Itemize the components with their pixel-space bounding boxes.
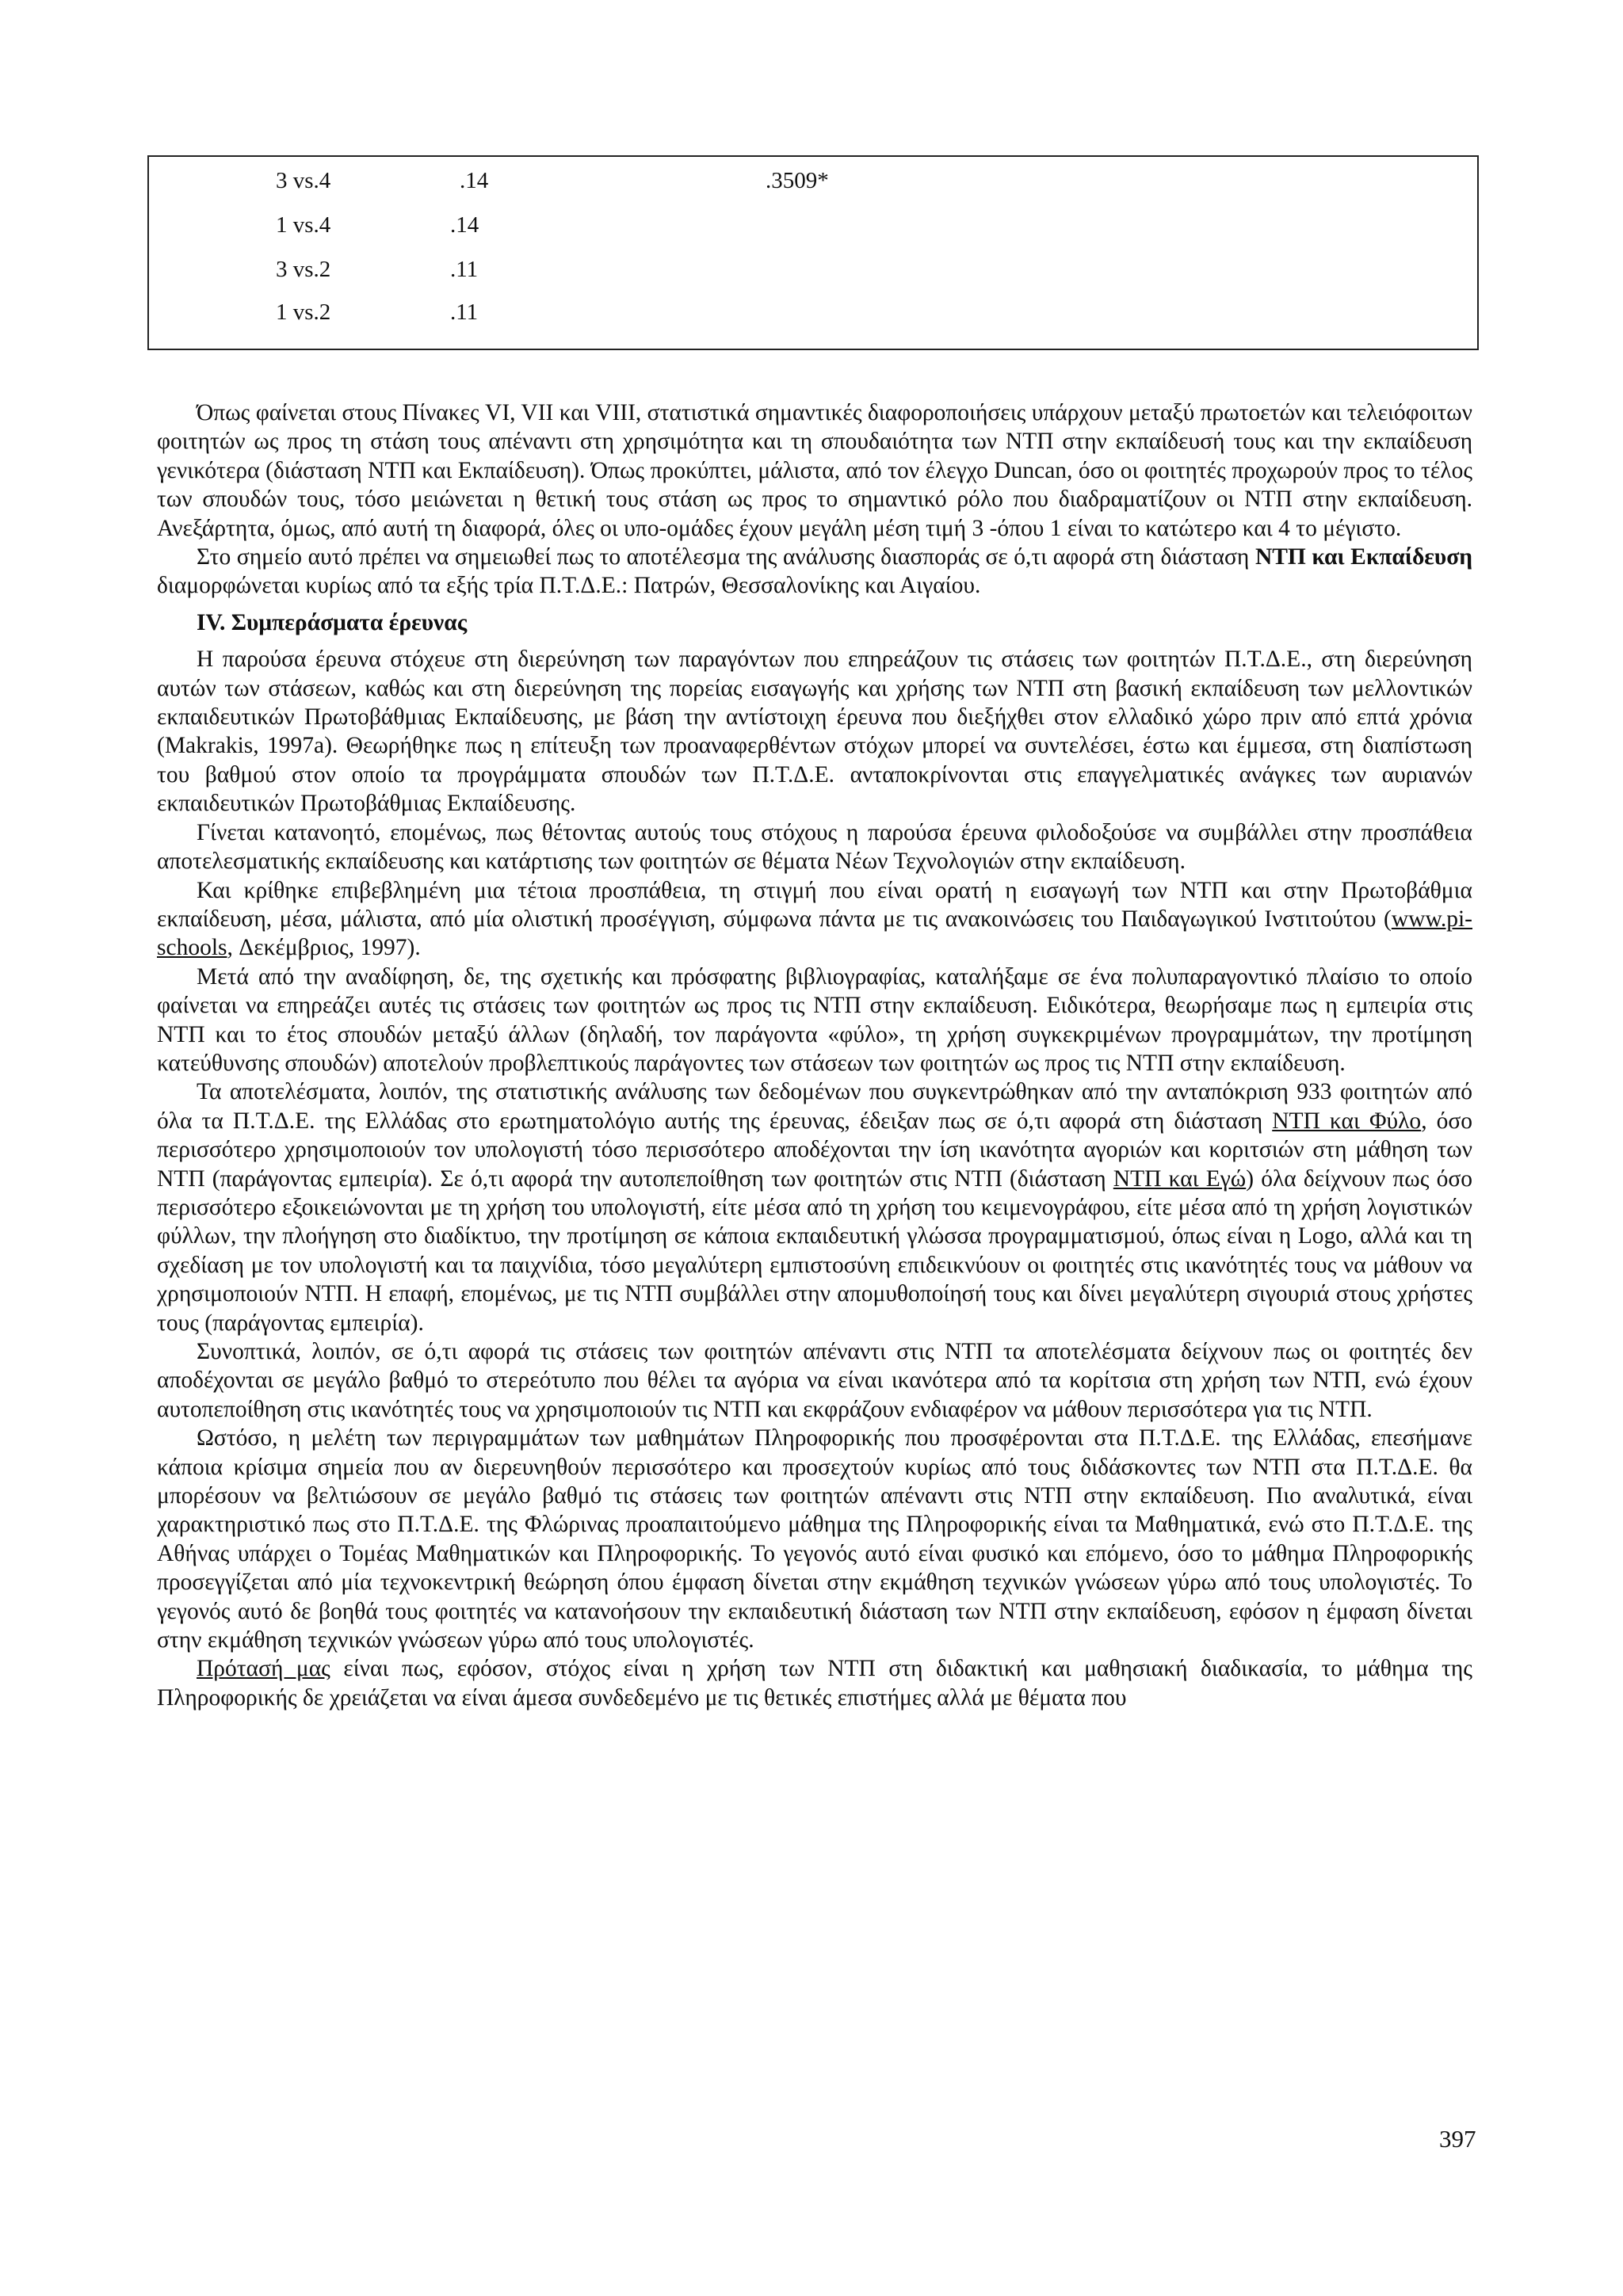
section-heading: IV. Συμπεράσματα έρευνας <box>197 609 468 635</box>
results-table-box <box>147 155 1479 350</box>
paragraph: Πρότασή μας είναι πως, εφόσον, στόχος είναι η χρήση των ΝΤΠ στη διδακτική και μαθησιακή διαδικασία, το μάθημα της Πληροφορικής δε χρειάζεται να είναι άμεσα συνδεδεμένο με τις θετικές επιστήμες αλλά με θέματα που <box>157 1656 1472 1711</box>
value-cell: .11 <box>450 299 479 325</box>
page-number: 397 <box>1439 2125 1476 2153</box>
paragraph: Η παρούσα έρευνα στόχευε στη διερεύνηση των παραγόντων που επηρεάζουν τις στάσεις των φοιτητών Π.Τ.Δ.Ε., στη διερεύνηση αυτών των στάσεων, καθώς και στη διερεύνηση της πορείας εισαγωγής και χρήσης των ΝΤΠ στη βασική εκπαίδευση των μελλοντικών εκπαιδευτικών Πρωτοβάθμιας Εκπαίδευσης, με βάση την αντίστοιχη έρευνα που διεξήχθει στον ελλαδικό χώρο πριν από επτά χρόνια (Makrakis, 1997a). Θεωρήθηκε πως η επίτευξη των προαναφερθέντων στόχων μπορεί να συντελέσει, έστω και έμμεσα, στη διαπίστωση του βαθμού στον οποίο τα προγράμματα σπουδών των Π.Τ.Δ.Ε. ανταποκρίνονται στις επαγγελματικές ανάγκες των αυριανών εκπαιδευτικών Πρωτοβάθμιας Εκπαίδευσης. <box>157 646 1472 817</box>
paragraph: Όπως φαίνεται στους Πίνακες VI, VII και VIII, στατιστικά σημαντικές διαφοροποιήσεις υπάρχουν μεταξύ πρωτοετών και τελειόφοιτων φοιτητών ως προς τη στάση τους απέναντι στη χρησιμότητα και τη σπουδαιότητα των ΝΤΠ στην εκπαίδευσή τους και την εκπαίδευση γενικότερα (διάσταση ΝΤΠ και Εκπαίδευση). Όπως προκύπτει, μάλιστα, από τον έλεγχο Duncan, όσο οι φοιτητές προχωρούν προς το τέλος των σπουδών τους, τόσο μειώνεται η θετική τους στάση ως προς το σημαντικό ρόλο που διαδραματίζουν οι ΝΤΠ στην εκπαίδευση. Ανεξάρτητα, όμως, από αυτή τη διαφορά, όλες οι υπο-ομάδες έχουν μεγάλη μέση τιμή 3 -όπου 1 είναι το κατώτερο και 4 το μέγιστο. <box>157 400 1472 541</box>
pi-schools-link[interactable]: www.pi-schools <box>157 906 1472 961</box>
paragraph: Και κρίθηκε επιβεβλημένη μια τέτοια προσπάθεια, τη στιγμή που είναι ορατή η εισαγωγή των ΝΤΠ και στην Πρωτοβάθμια εκπαίδευση, μέσα, μάλιστα, από μία ολιστική προσέγγιση, σύμφωνα πάντα με τις ανακοινώσεις του Παιδαγωγικού Ινστιτούτου (www.pi-schools, Δεκέμβριος, 1997). <box>157 877 1472 961</box>
significance-cell: .3509* <box>766 168 829 193</box>
bold-term: ΝΤΠ και Εκπαίδευση <box>1254 544 1472 570</box>
paragraph: Τα αποτελέσματα, λοιπόν, της στατιστικής ανάλυσης των δεδομένων που συγκεντρώθηκαν από την ανταπόκριση 933 φοιτητών από όλα τα Π.Τ.Δ.Ε. της Ελλάδας στο ερωτηματολόγιο αυτής της έρευνας, έδειξαν πως σε ό,τι αφορά στη διάσταση ΝΤΠ και Φύλο, όσο περισσότερο χρησιμοποιούν τον υπολογιστή τόσο περισσότερο αποδέχονται την ίση ικανότητα αγοριών και κοριτσιών στη μάθηση των ΝΤΠ (παράγοντας εμπειρία). Σε ό,τι αφορά την αυτοπεποίθηση των φοιτητών στις ΝΤΠ (διάσταση ΝΤΠ και Εγώ) όλα δείχνουν πως όσο περισσότερο εξοικειώνονται με τη χρήση του υπολογιστή, είτε μέσα από τη χρήση του κειμενογράφου, είτε μέσα από τη χρήση λογιστικών φύλλων, την πλοήγηση στο διαδίκτυο, την προτίμηση σε κάποια εκπαιδευτική γλώσσα προγραμματισμού, όπως είναι η Logo, αλλά και τη σχεδίαση με τον υπολογιστή και τα παιχνίδια, τόσο μεγαλύτερη εμπιστοσύνη επιδεικνύουν οι φοιτητές στις ικανότητές τους να μάθουν να χρησιμοποιούν ΝΤΠ. Η επαφή, επομένως, με τις ΝΤΠ συμβάλλει στην απομυθοποίησή τους και δίνει μεγαλύτερη σιγουριά στους χρήστες τους (παράγοντας εμπειρία). <box>157 1079 1473 1336</box>
table-row <box>149 209 1477 241</box>
table-row <box>149 296 1477 328</box>
paragraph: Γίνεται κατανοητό, επομένως, πως θέτοντας αυτούς τους στόχους η παρούσα έρευνα φιλοδοξούσε να συμβάλλει στην προσπάθεια αποτελεσματικής εκπαίδευσης και κατάρτισης των φοιτητών σε θέματα Νέων Τεχνολογιών στην εκπαίδευση. <box>157 819 1472 875</box>
value-cell: .14 <box>460 168 489 193</box>
underlined-term: ΝΤΠ και Φύλο <box>1272 1108 1422 1134</box>
comparison-cell: 3 vs.2 <box>276 257 331 282</box>
underlined-term: Πρότασή μας <box>197 1656 330 1682</box>
underlined-term: ΝΤΠ και Εγώ <box>1113 1165 1247 1192</box>
value-cell: .14 <box>450 212 479 238</box>
table-row <box>149 254 1477 285</box>
table-row <box>149 165 1477 196</box>
comparison-cell: 1 vs.4 <box>276 212 331 238</box>
paragraph: Ωστόσο, η μελέτη των περιγραμμάτων των μαθημάτων Πληροφορικής που προσφέρονται στα Π.Τ.Δ.Ε. της Ελλάδας, επεσήμανε κάποια κρίσιμα σημεία που αν διερευνηθούν περισσότερο και προσεχτούν κυρίως από τους διδάσκοντες των ΝΤΠ στα Π.Τ.Δ.Ε. θα μπορέσουν να βελτιώσουν σε μεγάλο βαθμό τις στάσεις των φοιτητών απέναντι στις ΝΤΠ στην εκπαίδευση. Πιο αναλυτικά, είναι χαρακτηριστικό πως στο Π.Τ.Δ.Ε. της Φλώρινας προαπαιτούμενο μάθημα της Πληροφορικής είναι τα Μαθηματικά, ενώ στο Π.Τ.Δ.Ε. της Αθήνας υπάρχει ο Τομέας Μαθηματικών και Πληροφορικής. Το γεγονός αυτό είναι φυσικό και επόμενο, όσο το μάθημα Πληροφορικής προσεγγίζεται από μία τεχνοκεντρική θεώρηση όπου έμφαση δίνεται στην εκμάθηση τεχνικών γνώσεων γύρω από τους υπολογιστές. Το γεγονός αυτό δε βοηθά τους φοιτητές να κατανοήσουν την εκπαιδευτική διάσταση των ΝΤΠ στην εκπαίδευση, εφόσον η έμφαση δίνεται στην εκμάθηση τεχνικών γνώσεων γύρω από τους υπολογιστές. <box>157 1425 1472 1653</box>
paragraph: Στο σημείο αυτό πρέπει να σημειωθεί πως το αποτέλεσμα της ανάλυσης διασποράς σε ό,τι αφορά στη διάσταση ΝΤΠ και Εκπαίδευση διαμορφώνεται κυρίως από τα εξής τρία Π.Τ.Δ.Ε.: Πατρών, Θεσσαλονίκης και Αιγαίου. <box>157 544 1472 599</box>
value-cell: .11 <box>450 257 479 282</box>
paragraph: Μετά από την αναδίφηση, δε, της σχετικής και πρόσφατης βιβλιογραφίας, καταλήξαμε σε ένα πολυπαραγοντικό πλαίσιο το οποίο φαίνεται να επηρεάζει αυτές τις στάσεις των φοιτητών ως προς τις ΝΤΠ στην εκπαίδευση. Ειδικότερα, θεωρήσαμε πως η εμπειρία στις ΝΤΠ και το έτος σπουδών μεταξύ άλλων (δηλαδή, τον παράγοντα «φύλο», τη χρήση συγκεκριμένων προγραμμάτων, την προτίμηση κατεύθυνσης σπουδών) αποτελούν προβλεπτικούς παράγοντες των στάσεων των φοιτητών ως προς τις ΝΤΠ στην εκπαίδευση. <box>157 963 1472 1076</box>
comparison-cell: 3 vs.4 <box>276 168 331 193</box>
body-text <box>157 399 1472 1712</box>
paragraph: Συνοπτικά, λοιπόν, σε ό,τι αφορά τις στάσεις των φοιτητών απέναντι στις ΝΤΠ τα αποτελέσματα δείχνουν πως οι φοιτητές δεν αποδέχονται σε μεγάλο βαθμό το στερεότυπο που θέλει τα αγόρια να είναι ικανότερα από τα κορίτσια στη χρήση των ΝΤΠ, ενώ έχουν αυτοπεποίθηση στις ικανότητές τους να χρησιμοποιούν τις ΝΤΠ και εκφράζουν ενδιαφέρον να μάθουν περισσότερα για τις ΝΤΠ. <box>157 1339 1472 1422</box>
comparison-cell: 1 vs.2 <box>276 299 331 325</box>
